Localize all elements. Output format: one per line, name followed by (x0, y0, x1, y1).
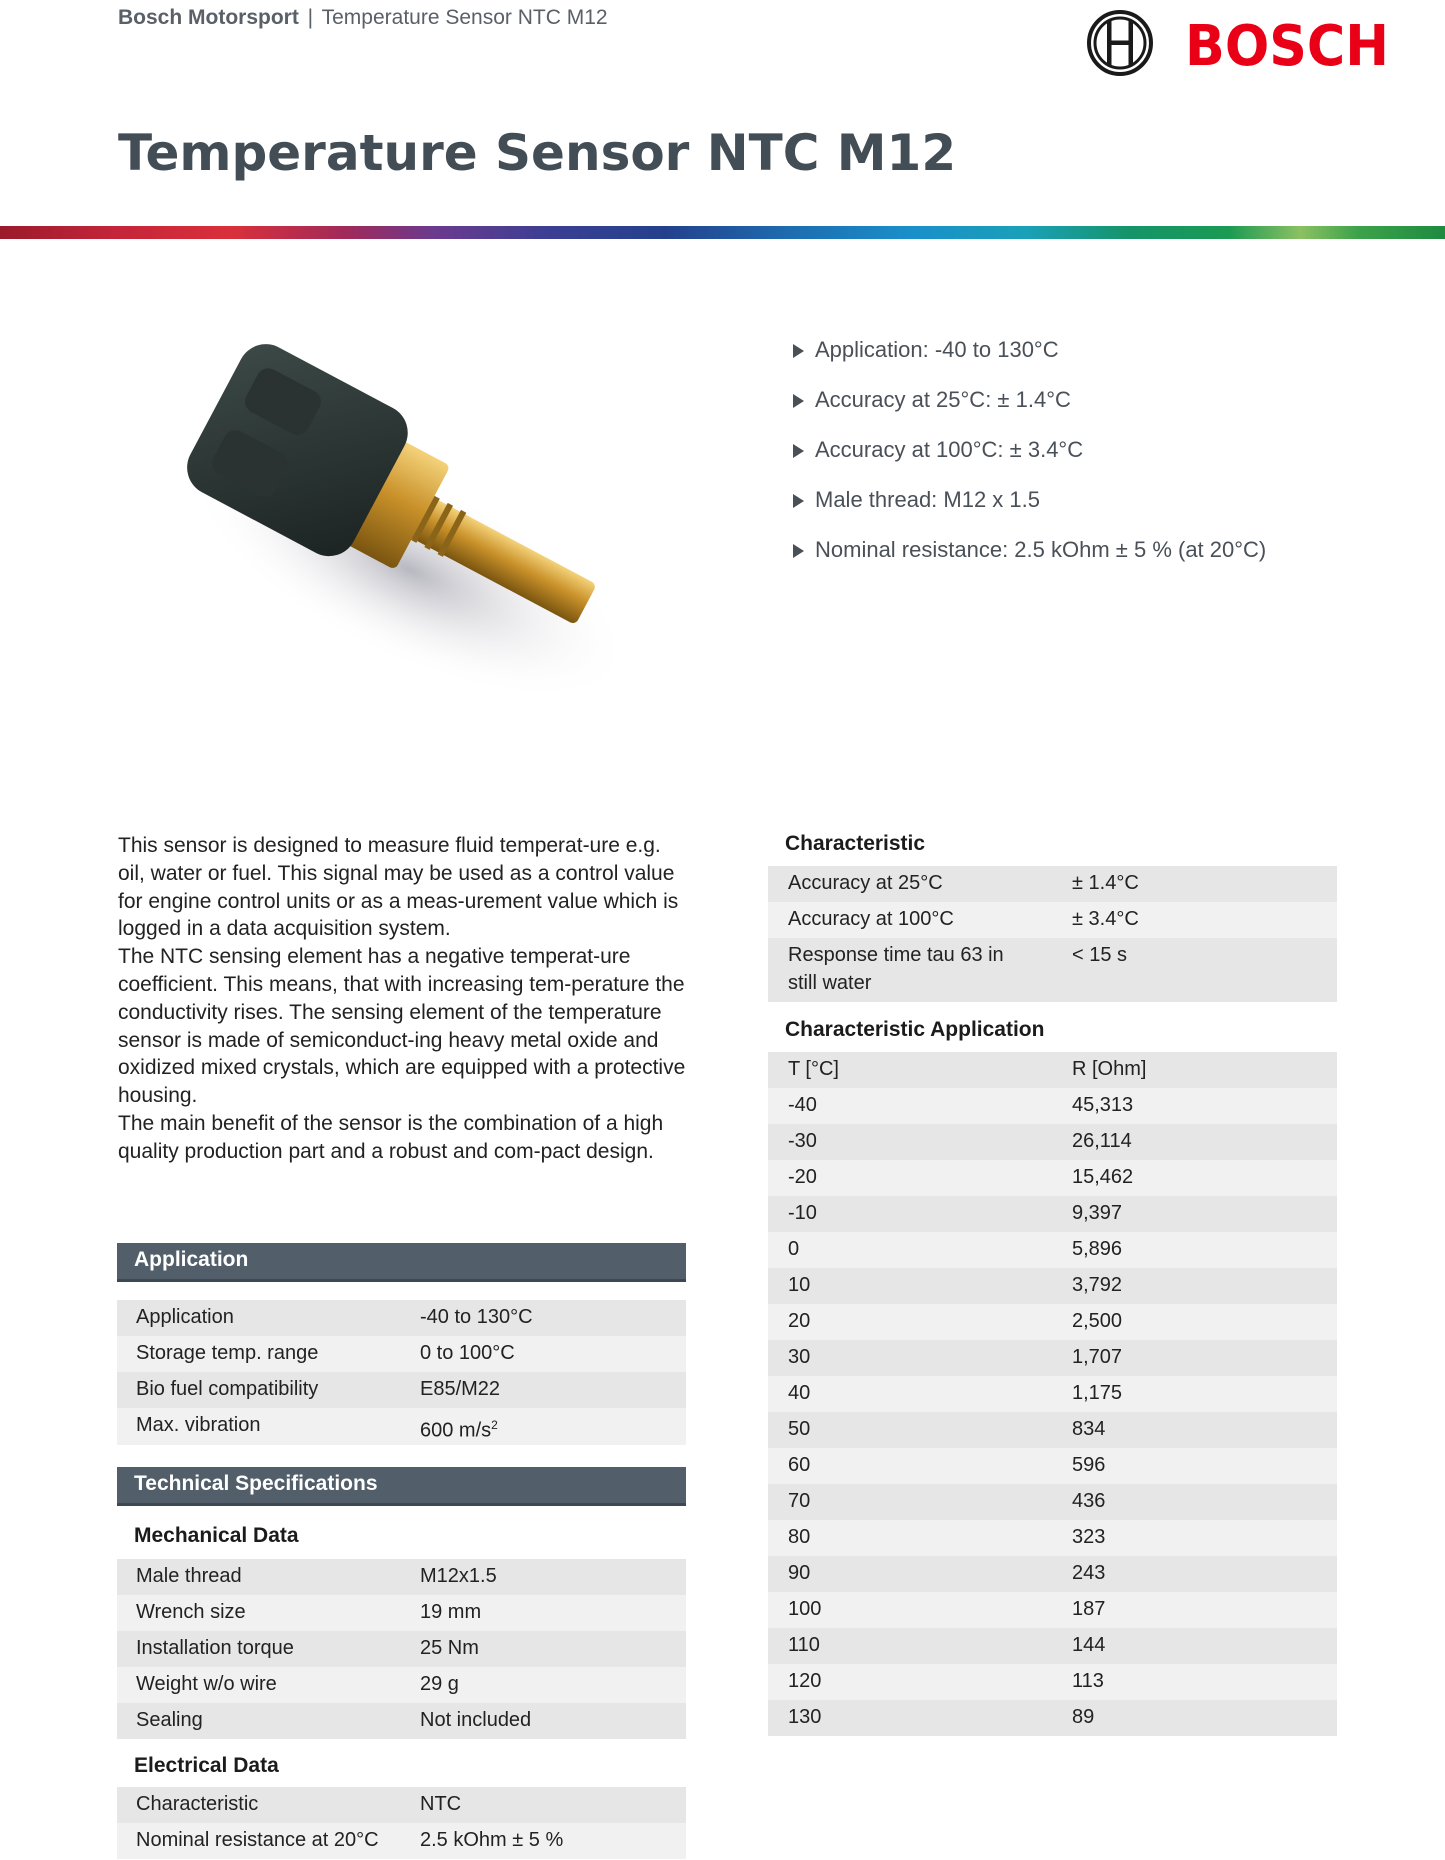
mechanical-data-table (117, 1559, 686, 1739)
breadcrumb-separator: | (307, 6, 314, 29)
table-row: Bio fuel compatibility E85/M22 (117, 1372, 686, 1408)
table-row: -30 26,114 (768, 1124, 1337, 1160)
breadcrumb-brand: Bosch Motorsport (118, 6, 299, 29)
description-paragraph: This sensor is designed to measure fluid temperat-ure e.g. oil, water or fuel. This signal may be used as a control value for engine control units or as a meas-urement value which is logged in a data acquisition system. (118, 834, 679, 941)
table-row: Storage temp. range 0 to 100°C (117, 1336, 686, 1372)
product-description (118, 832, 693, 1166)
resistance-table (768, 1052, 1337, 1736)
list-item: Male thread: M12 x 1.5 (790, 487, 1430, 537)
table-row: Characteristic NTC (117, 1787, 686, 1823)
table-row: -40 45,313 (768, 1088, 1337, 1124)
table-row: 90 243 (768, 1556, 1337, 1592)
table-header-row: T [°C] R [Ohm] (768, 1052, 1337, 1088)
list-item: Nominal resistance: 2.5 kOhm ± 5 % (at 20°C) (790, 537, 1430, 587)
color-supergraphic (0, 226, 1445, 239)
bosch-logo-text: BOSCH (1185, 14, 1389, 78)
feature-list (790, 337, 1430, 587)
table-row: Wrench size 19 mm (117, 1595, 686, 1631)
mechanical-data-heading: Mechanical Data (134, 1524, 299, 1547)
table-row: Male thread M12x1.5 (117, 1559, 686, 1595)
table-row: Accuracy at 25°C ± 1.4°C (768, 866, 1337, 902)
table-row: 30 1,707 (768, 1340, 1337, 1376)
table-row: 60 596 (768, 1448, 1337, 1484)
table-row: Application -40 to 130°C (117, 1300, 686, 1336)
table-row: 100 187 (768, 1592, 1337, 1628)
table-row: 0 5,896 (768, 1232, 1337, 1268)
technical-section-header: Technical Specifications (117, 1467, 686, 1506)
electrical-data-table (117, 1787, 686, 1859)
characteristic-heading: Characteristic (785, 832, 926, 855)
table-row: 20 2,500 (768, 1304, 1337, 1340)
table-row: -20 15,462 (768, 1160, 1337, 1196)
list-item: Accuracy at 100°C: ± 3.4°C (790, 437, 1430, 487)
description-paragraph: The main benefit of the sensor is the combination of a high quality production part and a robust and com-pact design. (118, 1111, 664, 1163)
table-row: 40 1,175 (768, 1376, 1337, 1412)
triangle-bullet-icon (793, 444, 804, 458)
sensor-product-photo (150, 320, 670, 720)
application-table (117, 1300, 686, 1445)
description-paragraph: The NTC sensing element has a negative temperat-ure coefficient. This means, that with increasing tem-perature the conductivity rises. The sensing element of the temperature sensor is made of semiconduct-ing heavy metal oxide and oxidized mixed crystals, which are equipped with a protective housing. (118, 945, 686, 1108)
table-row: Accuracy at 100°C ± 3.4°C (768, 902, 1337, 938)
table-row: 120 113 (768, 1664, 1337, 1700)
table-row: 70 436 (768, 1484, 1337, 1520)
table-row: -10 9,397 (768, 1196, 1337, 1232)
table-row: 110 144 (768, 1628, 1337, 1664)
table-row: 50 834 (768, 1412, 1337, 1448)
application-section-header: Application (117, 1243, 686, 1282)
triangle-bullet-icon (793, 344, 804, 358)
table-row: Sealing Not included (117, 1703, 686, 1739)
electrical-data-heading: Electrical Data (134, 1754, 279, 1777)
table-row: 80 323 (768, 1520, 1337, 1556)
bosch-armature-icon (1089, 12, 1151, 74)
table-row: Max. vibration 600 $m/s^2$ (117, 1408, 686, 1445)
breadcrumb-product: Temperature Sensor NTC M12 (321, 6, 608, 29)
triangle-bullet-icon (793, 494, 804, 508)
table-row: Installation torque 25 Nm (117, 1631, 686, 1667)
table-row: Weight w/o wire 29 g (117, 1667, 686, 1703)
table-row: 10 3,792 (768, 1268, 1337, 1304)
table-row: 130 89 (768, 1700, 1337, 1736)
table-row: Response time tau 63 in still water < 15 s (768, 938, 1337, 1002)
list-item: Application: -40 to 130°C (790, 337, 1430, 387)
triangle-bullet-icon (793, 394, 804, 408)
characteristic-table (768, 866, 1337, 1002)
breadcrumb (118, 6, 608, 30)
list-item: Accuracy at 25°C: ± 1.4°C (790, 387, 1430, 437)
bosch-logo (1085, 8, 1397, 78)
table-row: Nominal resistance at 20°C 2.5 kOhm ± 5 % (117, 1823, 686, 1859)
page-title: Temperature Sensor NTC M12 (118, 124, 957, 182)
triangle-bullet-icon (793, 544, 804, 558)
characteristic-application-heading: Characteristic Application (785, 1018, 1045, 1041)
